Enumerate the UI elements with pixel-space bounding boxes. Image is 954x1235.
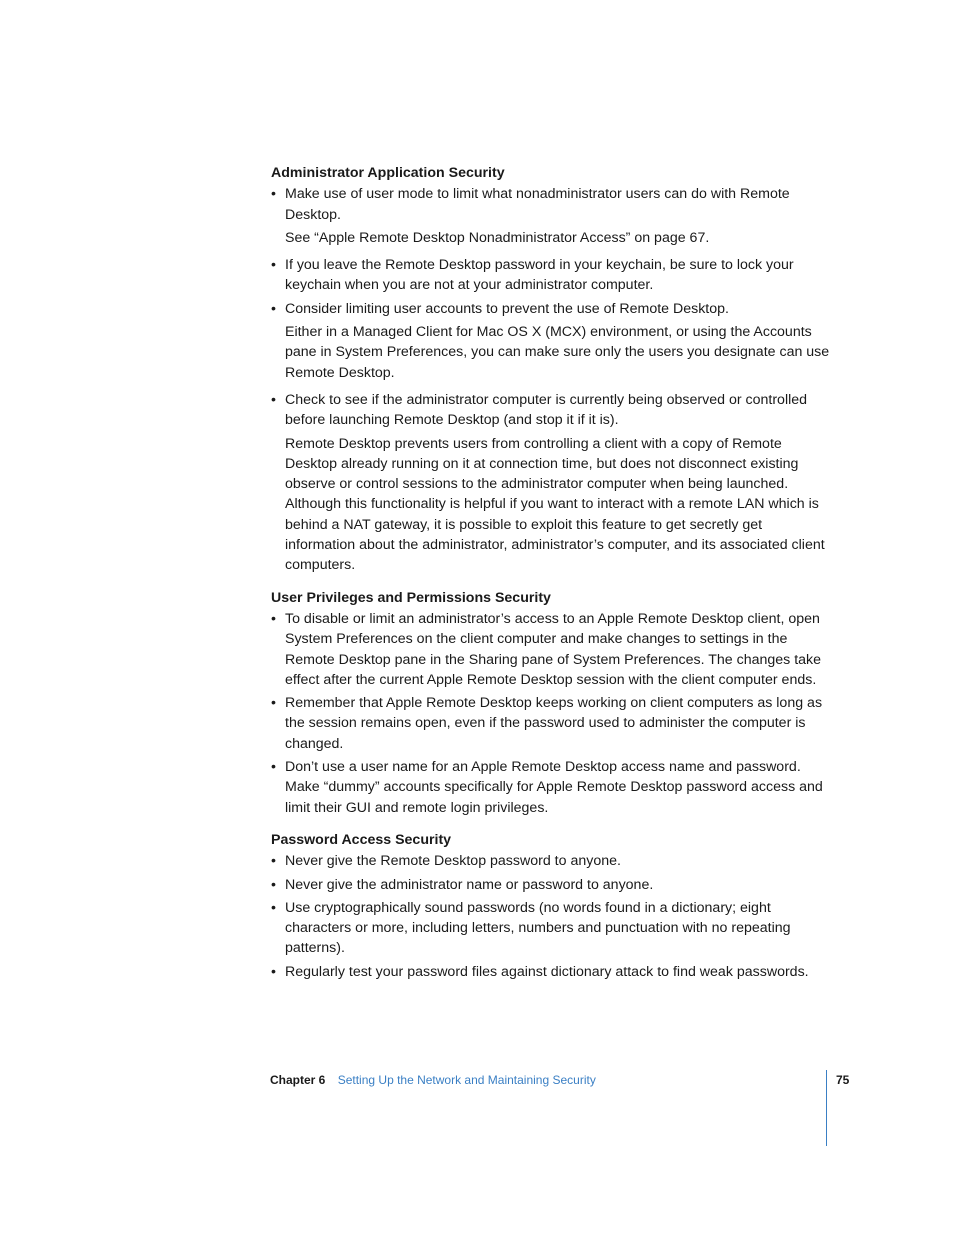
list-item — [271, 184, 831, 248]
list-item-text: To disable or limit an administrator’s access to an Apple Remote Desktop client, open System Preferences on the client computer and make changes to settings in the Remote Desktop pane in the Sharing pane of System Preferences. The changes take effect after the current Apple Remote Desktop session with the client computer ends. — [285, 610, 822, 688]
bullet-icon: • — [271, 899, 276, 916]
list-item — [271, 299, 831, 383]
list-item-text: Consider limiting user accounts to prevent the use of Remote Desktop. — [285, 300, 729, 317]
list-item — [271, 390, 831, 576]
section-heading-admin-app-security: Administrator Application Security — [271, 165, 505, 181]
bullet-icon: • — [271, 300, 276, 317]
bullet-icon: • — [271, 963, 276, 980]
list-item-text: Check to see if the administrator computer is currently being observed or controlled before launching Remote Desktop (and stop it if it is). — [285, 391, 808, 429]
list-item-text: If you leave the Remote Desktop password in your keychain, be sure to lock your keychain when you are not at your administrator computer. — [285, 257, 794, 294]
bullet-list-password-access-security — [271, 851, 831, 982]
list-item — [271, 255, 831, 296]
section-heading-password-access-security: Password Access Security — [271, 831, 452, 848]
bullet-list-user-privileges-security — [271, 609, 831, 818]
bullet-icon: • — [271, 391, 276, 408]
list-item-text: Remember that Apple Remote Desktop keeps working on client computers as long as the session remains open, even if the password used to administer the computer is changed. — [285, 695, 823, 752]
list-item-text: Use cryptographically sound passwords (no words found in a dictionary; eight characters or more, including letters, numbers and punctuation with no repeating patterns). — [285, 899, 791, 957]
footer-chapter-label: Chapter 6 — [270, 1073, 326, 1087]
list-item — [271, 898, 831, 959]
list-item-note: Remote Desktop prevents users from controlling a client with a copy of Remote Desktop already running on it at connection time, but does not disconnect existing observe or control sessions to the administrator computer when being launched. Although this functionality is helpful if you want to interact with a remote LAN which is behind a NAT gateway, it is possible to exploit this feature to get secretly get information about the administrator, administrator’s computer, and its associated client computers. — [285, 435, 825, 574]
page-footer — [270, 1072, 596, 1088]
list-item — [271, 962, 831, 982]
bullet-icon: • — [271, 853, 276, 870]
bullet-icon: • — [271, 876, 276, 893]
list-item-text: Never give the administrator name or password to anyone. — [285, 876, 654, 893]
bullet-icon: • — [271, 186, 276, 203]
list-item-text: Don’t use a user name for an Apple Remote Desktop access name and password. Make “dummy” accounts specifically for Apple Remote Desktop password access and limit their GUI and remote login privileges. — [285, 759, 823, 816]
list-item-text: Regularly test your password files against dictionary attack to find weak passwords. — [285, 963, 809, 980]
list-item — [271, 851, 831, 871]
list-item-text: Make use of user mode to limit what nonadministrator users can do with Remote Desktop. — [285, 186, 790, 223]
bullet-icon: • — [271, 759, 276, 776]
page-number: 75 — [836, 1073, 850, 1087]
page-content — [271, 163, 831, 985]
section-heading-user-privileges-security: User Privileges and Permissions Security — [271, 589, 551, 606]
list-item-note: See “Apple Remote Desktop Nonadministrator Access” on page 67. — [285, 229, 710, 246]
list-item — [271, 693, 831, 754]
bullet-icon: • — [271, 695, 276, 712]
list-item — [271, 757, 831, 818]
bullet-list-admin-app-security — [271, 184, 831, 575]
list-item-note: Either in a Managed Client for Mac OS X (MCX) environment, or using the Accounts pane in System Preferences, you can make sure only the users you designate can use Remote Desktop. — [285, 324, 830, 381]
footer-divider — [826, 1070, 827, 1146]
list-item — [271, 875, 831, 895]
footer-chapter-title: Setting Up the Network and Maintaining Security — [337, 1073, 596, 1087]
bullet-icon: • — [271, 610, 276, 627]
list-item — [271, 609, 831, 690]
bullet-icon: • — [271, 257, 276, 274]
list-item-text: Never give the Remote Desktop password to anyone. — [285, 853, 621, 870]
